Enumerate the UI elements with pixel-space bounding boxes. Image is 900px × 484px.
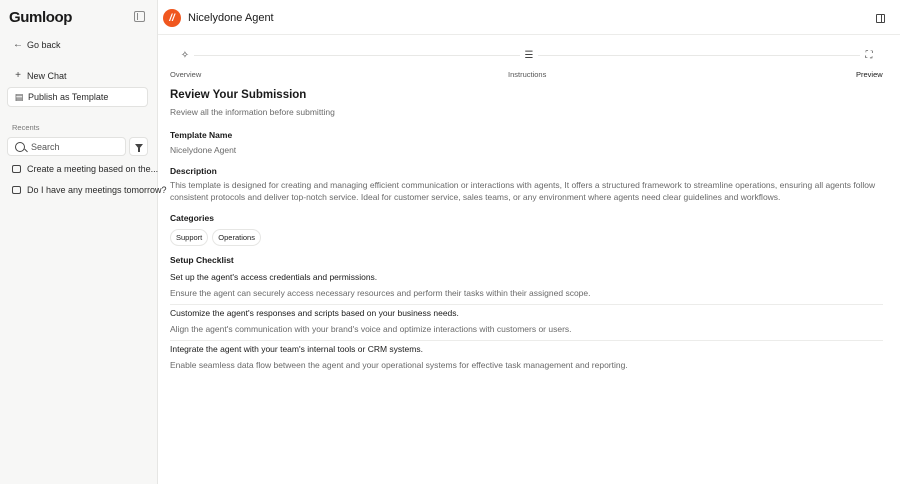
new-chat-button[interactable] (12, 70, 67, 81)
go-back-link[interactable] (12, 39, 61, 50)
wand-icon[interactable]: ✧ (176, 46, 194, 64)
recent-chat-item[interactable] (12, 185, 167, 195)
gumloop-logo[interactable] (9, 9, 72, 26)
checklist-item (170, 308, 883, 341)
step-overview[interactable]: Overview (170, 70, 202, 79)
recent-chat-label: Do I have any meetings tomorrow? (27, 185, 167, 195)
checklist-item (170, 272, 883, 305)
agent-title: Nicelydone Agent (188, 12, 274, 24)
template-name-label: Template Name (170, 130, 233, 140)
search-box[interactable] (7, 137, 126, 156)
sidebar (0, 0, 167, 484)
scan-icon[interactable]: ⛶ (860, 46, 878, 64)
description-label: Description (170, 166, 217, 176)
filter-icon (135, 144, 143, 149)
filter-button[interactable] (129, 137, 148, 156)
template-name-value: Nicelydone Agent (170, 145, 237, 155)
recents-heading: Recents (12, 123, 40, 132)
category-tag: Support (170, 229, 208, 246)
checklist-item-detail: Enable seamless data flow between the agent and your operational systems for effective task management and reporting. (170, 360, 628, 370)
publish-template-button[interactable] (7, 87, 148, 107)
chat-bubble-icon (12, 165, 21, 173)
checklist-item-title: Integrate the agent with your team's internal tools or CRM systems. (170, 344, 423, 354)
page-title: Review Your Submission (170, 89, 307, 101)
checklist-item-detail: Align the agent's communication with your brand's voice and optimize interactions with customers or users. (170, 324, 572, 334)
plus-icon: + (15, 70, 21, 81)
recent-chat-label: Create a meeting based on the... (27, 164, 159, 174)
main-panel (158, 0, 900, 484)
logo-text: Gumloop (9, 9, 73, 26)
top-bar (158, 0, 900, 35)
description-value: This template is designed for creating and managing efficient communication or interactions with agents, It offers a structured framework to streamline operations, ensuring all agents follow consistent protocols and deliver top-notch service. Ideal for customer service, sales teams, or any environment where agents need clear guidelines and workflows. (170, 180, 876, 202)
checklist-item-detail: Ensure the agent can securely access necessary resources and perform their tasks within their assigned scope. (170, 288, 591, 298)
search-icon (15, 142, 25, 152)
checklist-label: Setup Checklist (170, 255, 234, 265)
list-icon[interactable]: ☰ (520, 46, 538, 64)
category-tags (170, 229, 265, 246)
step-instructions[interactable]: Instructions (508, 70, 547, 79)
publish-label: Publish as Template (28, 92, 109, 102)
checklist-item-title: Customize the agent's responses and scripts based on your business needs. (170, 308, 459, 318)
step-preview[interactable]: Preview (856, 70, 883, 79)
new-chat-label: New Chat (27, 70, 67, 81)
categories-label: Categories (170, 213, 214, 223)
category-tag: Operations (212, 229, 261, 246)
chat-bubble-icon (12, 186, 21, 194)
checklist-item (170, 344, 883, 376)
agent-avatar-mark: // (169, 12, 175, 24)
collapse-sidebar-icon[interactable] (134, 11, 145, 22)
agent-avatar (163, 9, 181, 27)
checklist-item-title: Set up the agent's access credentials and permissions. (170, 272, 378, 282)
panel-toggle-icon[interactable] (876, 14, 885, 23)
review-section (170, 89, 885, 370)
go-back-label: Go back (27, 39, 61, 50)
document-icon: ▤ (14, 91, 24, 102)
page-subtitle: Review all the information before submitting (170, 107, 335, 117)
arrow-left-icon: ← (13, 39, 23, 50)
recent-chat-item[interactable] (12, 164, 159, 174)
search-input[interactable] (31, 142, 111, 152)
